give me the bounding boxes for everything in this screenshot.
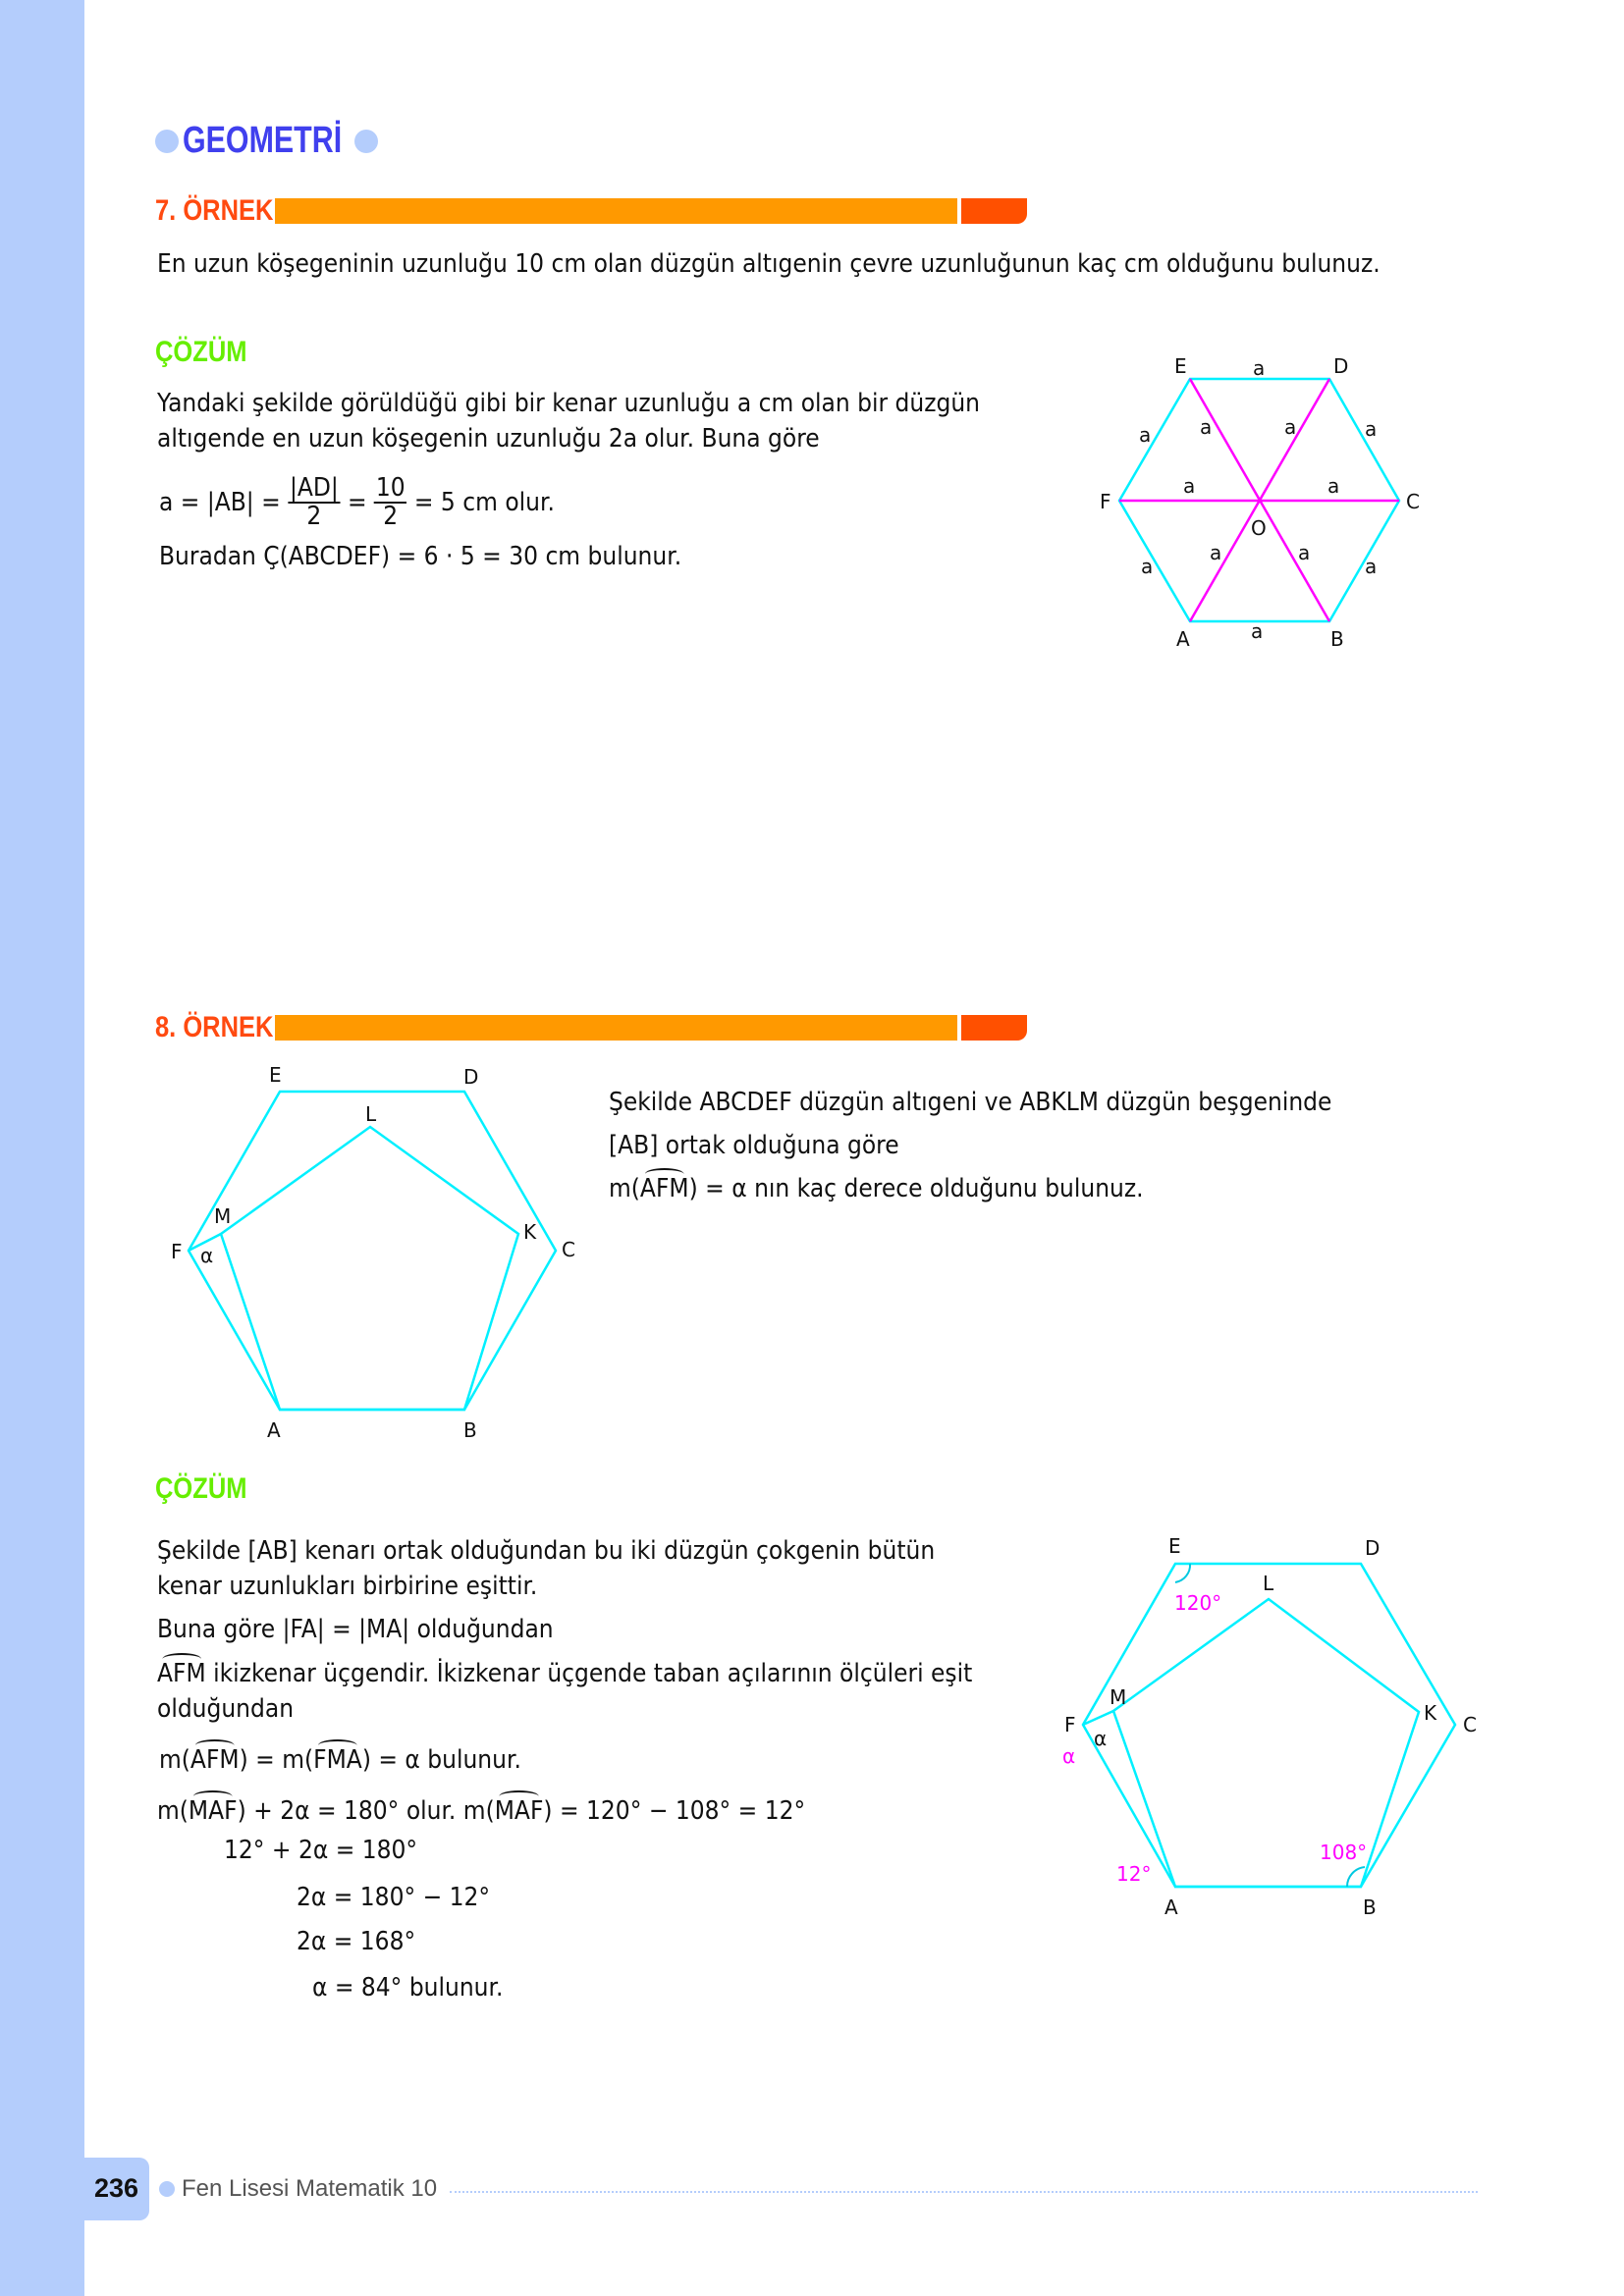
angle-label-120: 120° [1174,1591,1222,1615]
side-label: a [1210,541,1222,564]
vertex-label: L [365,1102,377,1126]
figure-shape [1083,1564,1455,1887]
vertex-label: K [523,1220,537,1244]
section-title: GEOMETRİ [183,120,343,161]
side-label: a [1253,356,1266,380]
page-number: 236 [94,2173,139,2203]
solution-7-line: Yandaki şekilde görüldüğü gibi bir kenar uzunluğu a cm olan bir düzgün [157,389,981,418]
formula-part: ABCDEF [288,542,382,571]
side-label: a [1139,423,1152,447]
solution-8-line: kenar uzunlukları birbirine eşittir. [157,1572,538,1601]
denominator: 2 [306,502,322,532]
solution-7-label: ÇÖZÜM [155,336,247,368]
vertex-label: E [269,1063,282,1087]
angle-label-alpha: α [1062,1744,1076,1768]
figure-shape [1062,1591,1367,1886]
side-label: a [1141,555,1154,578]
pentagon-outline [1113,1599,1419,1887]
angle-arc-text: AFM [189,1745,240,1775]
side-label: a [1365,417,1378,441]
vertex-label: A [267,1418,281,1442]
solution-8-line: Buna göre |FA| = |MA| olduğundan [157,1615,554,1644]
angle-label: α [1094,1727,1108,1750]
solution-8-line: Şekilde [AB] kenarı ortak olduğundan bu iki düzgün çokgenin bütün [157,1536,936,1566]
solution-8-line [157,1796,805,1826]
example-8-label: 8. ÖRNEK [155,1011,274,1043]
vertex-label: O [1251,516,1267,540]
solution-8-step: α = 84° bulunur. [312,1973,504,2002]
example-8-bar [275,1015,957,1041]
vertex-label: M [1110,1685,1127,1709]
example-7-label: 7. ÖRNEK [155,194,274,227]
text-part: ) = 120° − 108° = 12° [543,1796,806,1826]
angle-arc-text: FMA [313,1745,362,1775]
vertex-label: M [214,1204,232,1228]
text-part: ikizkenar üçgendir. İkizkenar üçgende taban açılarının ölçüleri eşit [205,1659,973,1688]
side-label: a [1365,555,1378,578]
side-label: a [1200,415,1213,439]
solution-8-line: olduğundan [157,1694,295,1724]
example-8-question-line [609,1174,1144,1203]
pentagon-outline [221,1127,518,1410]
example-7-question: En uzun köşegeninin uzunluğu 10 cm olan düzgün altıgenin çevre uzunluğunun kaç cm olduğunu bulunuz. [157,249,1380,279]
solution-8-label: ÇÖZÜM [155,1472,247,1505]
text-part: ) = m( [239,1745,314,1775]
text-part: ) = α bulunur. [361,1745,521,1775]
footer-dotted-line [450,2191,1478,2193]
book-title: Fen Lisesi Matematik 10 [182,2175,438,2202]
vertex-label: C [1463,1713,1477,1736]
hexagon-outline [189,1092,556,1410]
vertex-label: E [1174,354,1187,378]
vertex-label: C [1406,490,1420,513]
text-part: ) = α nın kaç derece olduğunu bulunuz. [688,1174,1144,1203]
vertex-label: A [1164,1896,1178,1919]
solution-8-step: 12° + 2α = 180° [224,1836,418,1865]
formula-part: Buradan Ç( [159,542,289,571]
figure-shape [171,1063,575,1442]
vertex-label: K [1424,1701,1437,1725]
text-part: m( [609,1174,640,1203]
example-8-question-line: [AB] ortak olduğuna göre [609,1131,899,1160]
bullet-icon [159,2181,175,2197]
vertex-label: D [1333,354,1349,378]
hexagon-outline [1083,1564,1455,1887]
vertex-label: B [463,1418,477,1442]
angle-label-108: 108° [1320,1841,1368,1864]
example-8-bar-end [961,1015,1027,1041]
solution-8-line [159,1745,521,1775]
solution-7-line: altıgende en uzun köşegenin uzunluğu 2a olur. Buna göre [157,424,820,454]
figure-shape [189,1092,556,1410]
formula-part: a = |AB| = [159,487,281,517]
side-label: a [1284,415,1297,439]
vertex-label: F [1100,490,1111,513]
vertex-label: D [463,1065,479,1089]
denominator: 2 [383,502,399,532]
angle-arc-text: MAF [494,1796,544,1826]
angle-arc-text: MAF [188,1796,238,1826]
vertex-label: D [1365,1536,1380,1560]
angle-label: α [200,1244,214,1267]
solution-8-step: 2α = 180° − 12° [297,1883,491,1912]
side-label: a [1251,619,1264,643]
vertex-label: B [1330,627,1344,651]
vertex-label: E [1168,1534,1181,1558]
side-label: a [1298,541,1311,564]
vertex-label: L [1263,1572,1274,1595]
angle-arc [1175,1564,1190,1582]
side-label: a [1327,474,1340,498]
text-part: m( [157,1796,189,1826]
formula-part: = 5 cm olur. [413,487,555,517]
side-label: a [1183,474,1196,498]
vertex-label: F [171,1240,183,1263]
numerator: |AD| [289,473,339,503]
numerator: 10 [375,473,406,503]
vertex-label: C [562,1238,575,1261]
solution-8-step: 2α = 168° [297,1927,416,1956]
text-part: m( [159,1745,190,1775]
text-part: ) + 2α = 180° olur. m( [237,1796,495,1826]
vertex-label: B [1363,1896,1377,1919]
triangle-text: AFM [157,1659,206,1688]
formula-part: = [347,487,367,517]
solution-8-line [157,1659,972,1688]
formula-part: ) = 6 · 5 = 30 cm bulunur. [381,542,682,571]
vertex-label: A [1176,627,1190,651]
angle-arc-text: AFM [639,1174,689,1203]
vertex-label: F [1064,1713,1076,1736]
angle-label-12: 12° [1116,1862,1152,1886]
example-8-question-line: Şekilde ABCDEF düzgün altıgeni ve ABKLM düzgün beşgeninde [609,1088,1332,1117]
figure-shape [1119,379,1399,621]
